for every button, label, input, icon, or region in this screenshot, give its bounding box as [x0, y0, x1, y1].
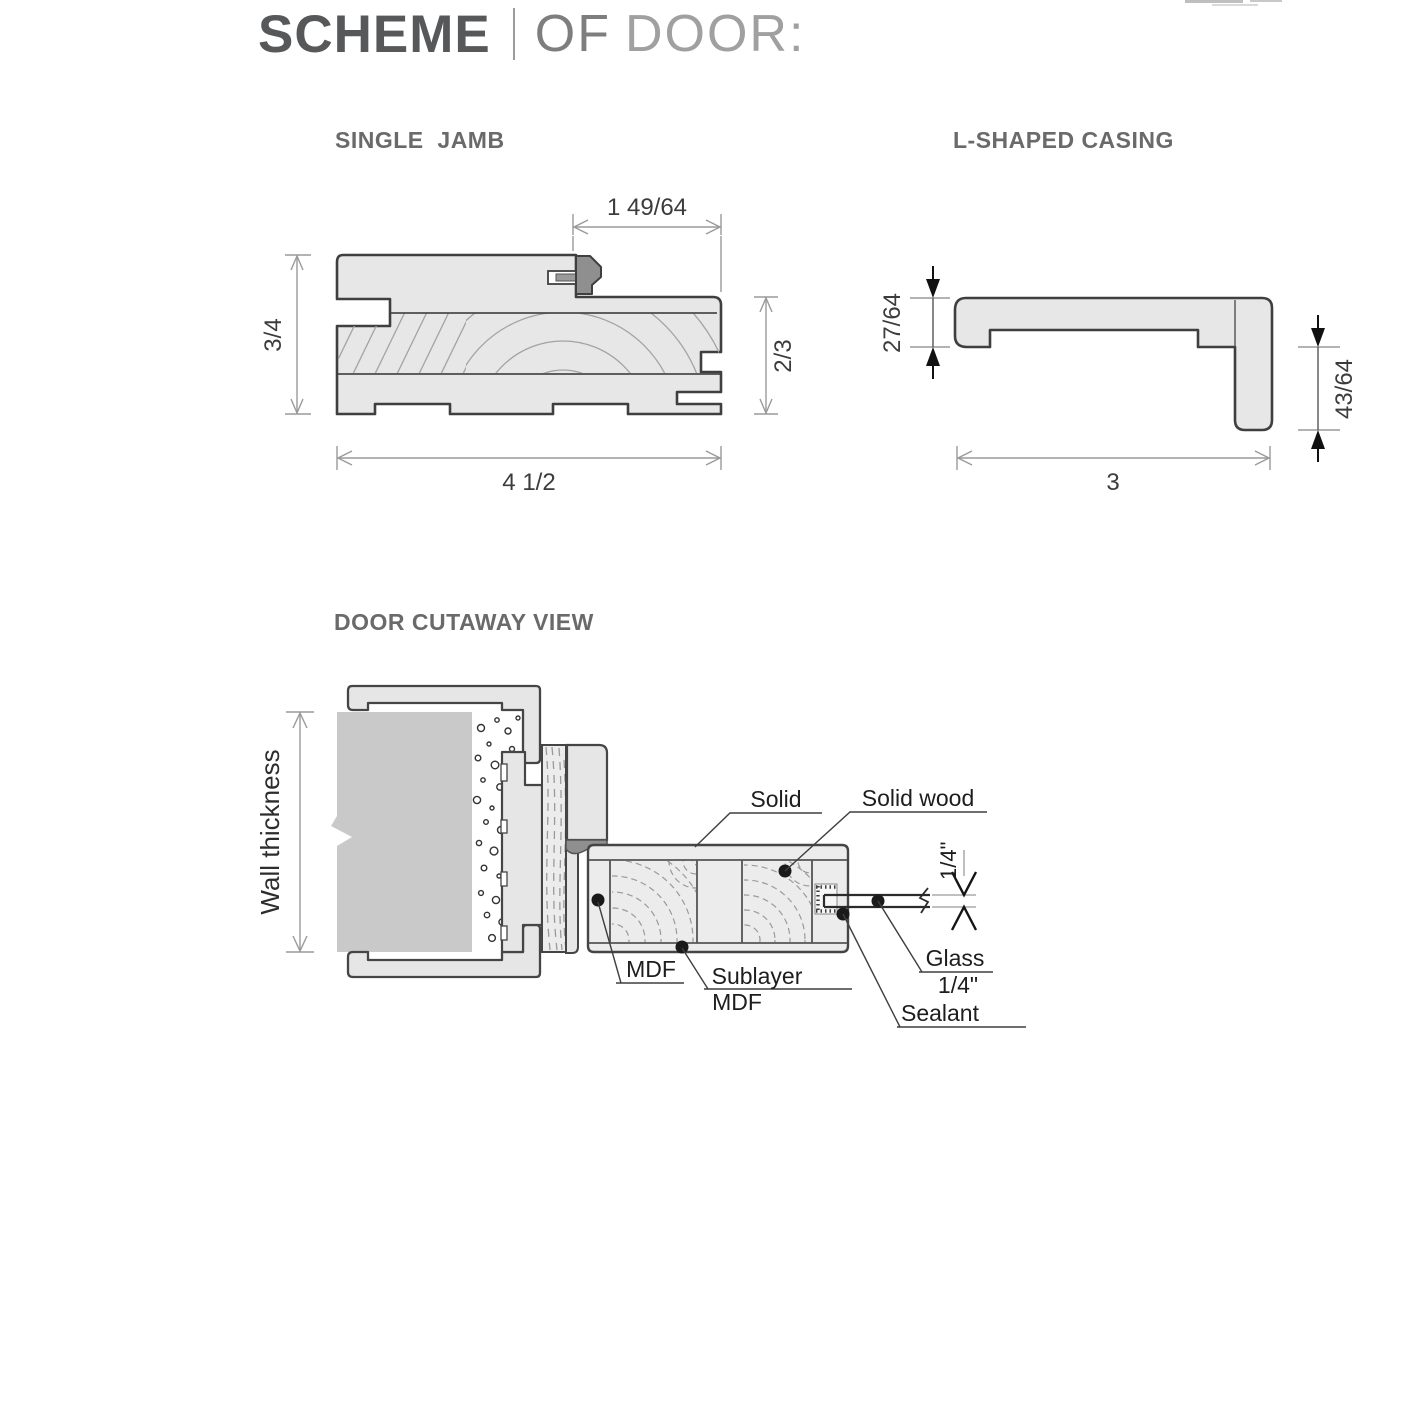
dim-jamb-bottom-label: 4 1/2 — [502, 469, 556, 496]
label-solid: Solid — [750, 786, 802, 812]
casing-profile — [955, 298, 1272, 430]
seal-rod — [556, 274, 576, 281]
cutaway-door-stop — [567, 745, 607, 840]
dim-wall-thickness — [286, 712, 314, 952]
label-sublayer-line2: MDF — [712, 989, 762, 1015]
label-sealant: Sealant — [900, 1000, 980, 1026]
dim-jamb-left-label: 3/4 — [260, 318, 287, 352]
label-glass-line1: Glass — [925, 945, 985, 971]
dim-jamb-top-label: 1 49/64 — [606, 194, 688, 221]
dim-casing-left — [910, 266, 950, 379]
label-solid-wood: Solid wood — [861, 785, 975, 811]
cutaway-drawing — [255, 686, 1026, 1052]
l-casing-drawing — [879, 266, 1358, 496]
dim-casing-left-label: 27/64 — [879, 292, 906, 354]
single-jamb-drawing — [260, 167, 823, 687]
dim-casing-bottom-label: 3 — [1106, 469, 1120, 496]
heading-l-casing: L-SHAPED CASING — [953, 127, 1174, 153]
label-glass-line2: 1/4" — [937, 972, 979, 998]
heading-single-jamb: SINGLE JAMB — [335, 127, 505, 153]
dim-glass-label: 1/4" — [936, 841, 961, 880]
label-sublayer-line1: Sublayer — [711, 963, 803, 989]
dim-casing-right-label: 43/64 — [1331, 358, 1358, 420]
dim-jamb-right-label: 2/3 — [770, 339, 797, 373]
wall-section — [331, 712, 472, 952]
cropped-artifact — [1185, 0, 1282, 6]
title-of: OF — [534, 5, 611, 63]
glass-break-symbol — [920, 888, 928, 913]
cutaway-jamb-board — [502, 752, 542, 952]
dim-jamb-left — [285, 255, 311, 414]
title-door: DOOR: — [624, 5, 806, 63]
dim-jamb-bottom — [337, 446, 721, 470]
weatherstrip-seal — [576, 256, 601, 294]
heading-cutaway: DOOR CUTAWAY VIEW — [334, 609, 594, 635]
dot-sublayer — [676, 941, 689, 954]
dim-casing-bottom — [957, 446, 1270, 470]
label-mdf: MDF — [626, 956, 676, 982]
title-primary: SCHEME — [258, 4, 491, 64]
dim-wall-thickness-label: Wall thickness — [255, 749, 285, 915]
jamb-grain-arcs — [303, 167, 823, 687]
